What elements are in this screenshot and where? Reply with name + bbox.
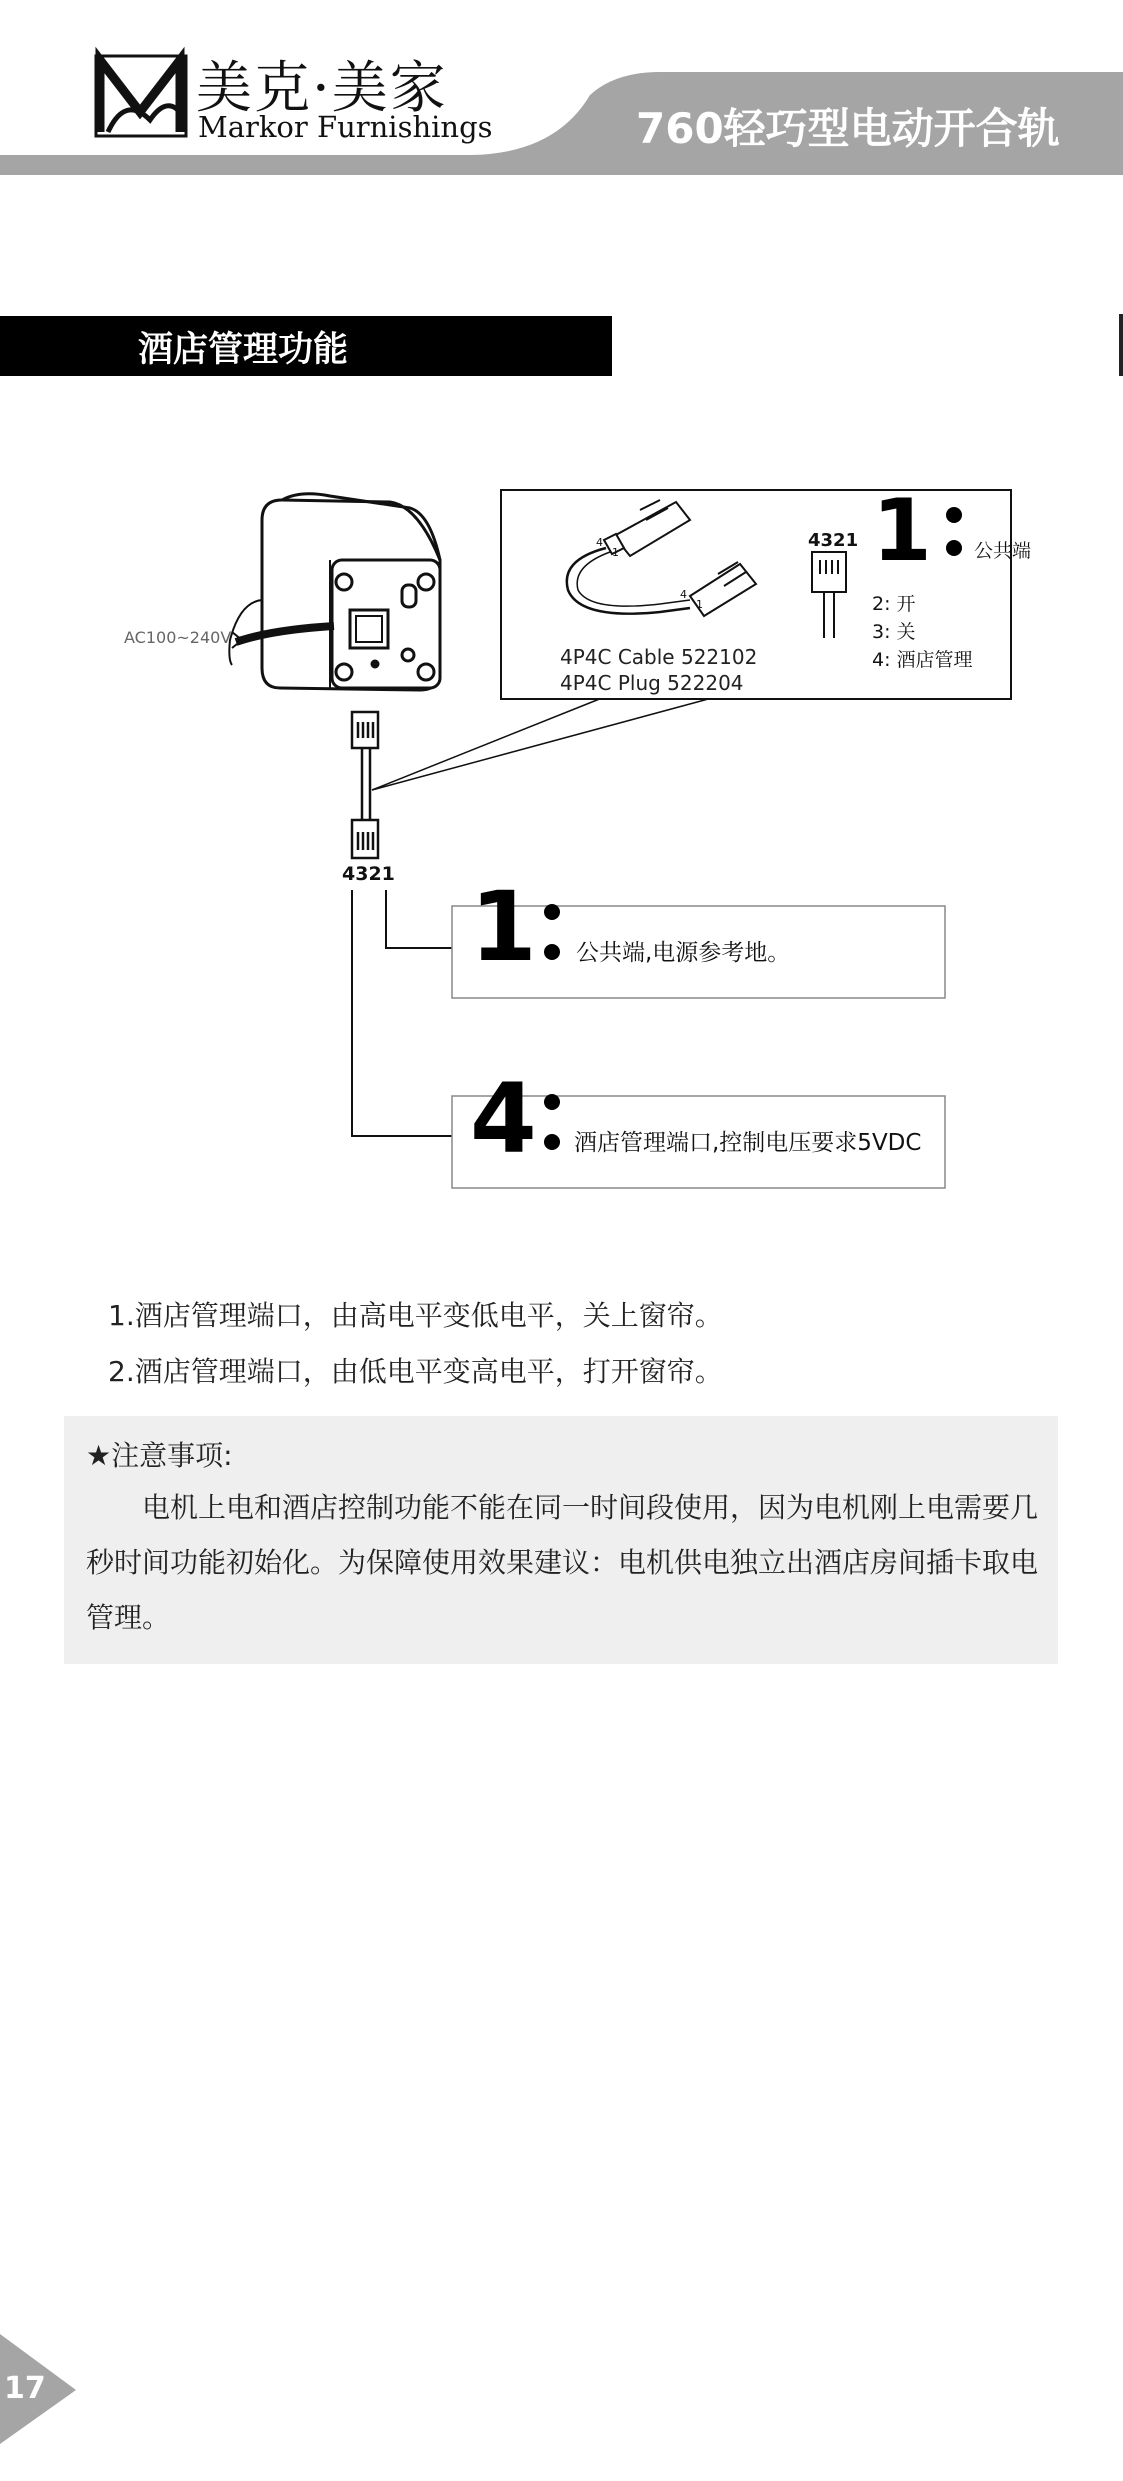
pin-order-bottom: 4321 (342, 863, 395, 885)
legend-item-hotel: 4: 酒店管理 (872, 649, 973, 671)
cable-label: 4P4C Cable 522102 (560, 645, 758, 669)
section-title: 酒店管理功能 (138, 330, 349, 370)
pin4-description: 酒店管理端口,控制电压要求5VDC (574, 1130, 922, 1156)
pin4-number: 4 (470, 1063, 537, 1175)
caution-body: 电机上电和酒店控制功能不能在同一时间段使用，因为电机刚上电需要几秒时间功能初始化。为保障使用效果建议：电机供电独立出酒店房间插卡取电管理。 (86, 1491, 1039, 1634)
markor-logo-icon (96, 56, 186, 136)
page-number: 17 (4, 2371, 46, 2406)
page-edge-mark (1119, 314, 1123, 376)
ac-voltage-label: AC100~240V (124, 628, 232, 647)
plug2-pin-1-label: 1 (696, 598, 703, 611)
legend-item-open: 2: 开 (872, 593, 916, 615)
legend-common: 公共端 (974, 540, 1032, 562)
legend-big-number: 1 (872, 481, 932, 581)
motor-illustration (229, 494, 440, 690)
plug-pin-4-label: 4 (596, 536, 603, 549)
note-line-1: 1.酒店管理端口，由高电平变低电平，关上窗帘。 (108, 1299, 723, 1332)
plug2-pin-4-label: 4 (680, 588, 687, 601)
pin1-description: 公共端,电源参考地。 (576, 940, 791, 966)
hotel-cable (352, 712, 378, 858)
brand-name-cn: 美克·美家 (196, 56, 448, 121)
brand-name-en: Markor Furnishings (198, 110, 493, 144)
pin-order-top: 4321 (808, 530, 859, 551)
legend-item-close: 3: 关 (872, 621, 916, 643)
note-line-2: 2.酒店管理端口，由低电平变高电平，打开窗帘。 (108, 1355, 723, 1388)
plug-label: 4P4C Plug 522204 (560, 671, 744, 695)
pin1-number: 1 (470, 871, 537, 983)
plug-pin-1-label: 1 (612, 546, 619, 559)
product-title: 760轻巧型电动开合轨 (636, 104, 1060, 153)
wiring-diagram (0, 440, 1123, 1220)
caution-title: ★注意事项: (86, 1439, 233, 1472)
